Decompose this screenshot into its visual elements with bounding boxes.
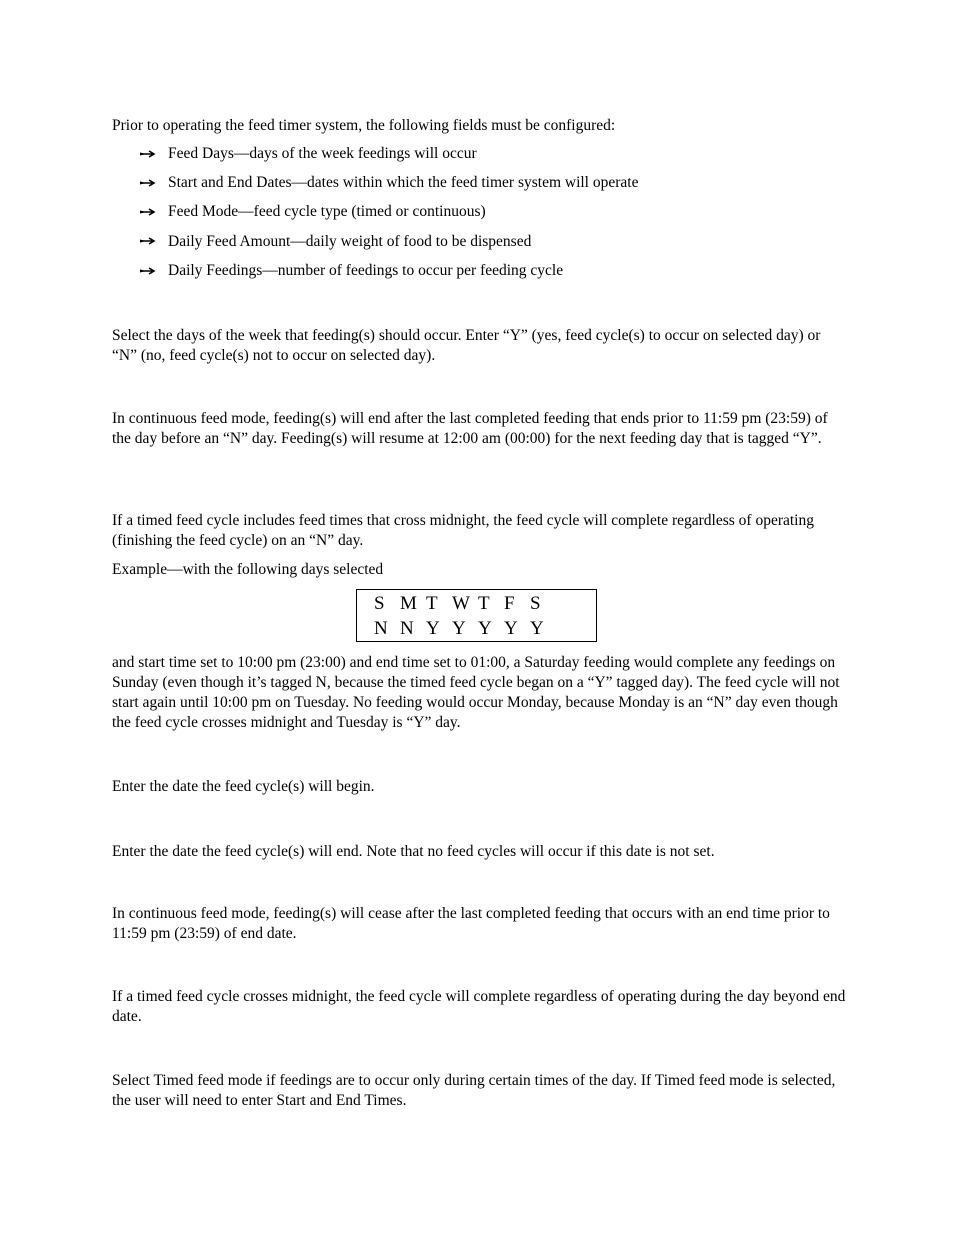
list-item [140, 172, 638, 201]
example-intro: Example—with the following days selected [112, 561, 384, 578]
list-item [140, 143, 638, 172]
bullet-text: Daily Feed Amount—daily weight of food to be dispensed [168, 232, 532, 250]
feed-mode-paragraph: Select Timed feed mode if feedings are to occur only during certain times of the day. If Timed feed mode is selected, the user will need to enter Start and End Times. [112, 1072, 836, 1109]
timed-end-date-paragraph: If a timed feed cycle crosses midnight, the feed cycle will complete regardless of operating during the day beyond end date. [112, 988, 846, 1025]
day-letter: M [400, 593, 417, 614]
day-value: Y [504, 618, 518, 639]
day-letter: T [478, 593, 490, 614]
arrow-bullet-icon [140, 201, 168, 223]
bullet-text: Start and End Dates—dates within which the feed timer system will operate [168, 174, 639, 192]
list-item [140, 260, 638, 289]
continuous-end-date-paragraph: In continuous feed mode, feeding(s) will cease after the last completed feeding that occurs with an end time prior to 11:59 pm (23:59) of end date. [112, 905, 830, 942]
day-value: N [400, 618, 414, 639]
day-letter: T [426, 593, 438, 614]
timed-midnight-paragraph: If a timed feed cycle includes feed times that cross midnight, the feed cycle will complete regardless of operating (finishing the feed cycle) on an “N” day. [112, 512, 814, 549]
day-value: N [374, 618, 388, 639]
day-letter: S [530, 593, 541, 614]
bullet-text: Feed Mode—feed cycle type (timed or continuous) [168, 203, 486, 221]
arrow-bullet-icon [140, 172, 168, 194]
configuration-fields-list [140, 143, 638, 289]
day-value: Y [426, 618, 440, 639]
bullet-text: Daily Feedings—number of feedings to occur per feeding cycle [168, 261, 564, 279]
bullet-text: Feed Days—days of the week feedings will occur [168, 145, 477, 162]
list-item [140, 201, 638, 230]
day-value: Y [452, 618, 466, 639]
intro-paragraph: Prior to operating the feed timer system, the following fields must be configured: [112, 117, 616, 134]
day-letter: W [452, 593, 470, 614]
day-value: Y [478, 618, 492, 639]
example-explanation-paragraph: and start time set to 10:00 pm (23:00) and end time set to 01:00, a Saturday feeding would complete any feedings on Sunday (even though it’s tagged N, because the timed feed cycle began on a “Y” tagged day). The feed cycle will not start again until 10:00 pm on Tuesday. No feeding would occur Monday, because Monday is an “N” day even though the feed cycle crosses midnight and Tuesday is “Y” day. [112, 654, 840, 731]
days-selection-table [356, 589, 597, 642]
continuous-mode-days-paragraph: In continuous feed mode, feeding(s) will end after the last completed feeding that ends prior to 11:59 pm (23:59) of the day before an “N” day. Feeding(s) will resume at 12:00 am (00:00) for the next feeding day that is tagged “Y”. [112, 410, 828, 447]
day-letters-row [374, 593, 556, 615]
day-letter: F [504, 593, 515, 614]
end-date-paragraph: Enter the date the feed cycle(s) will end. Note that no feed cycles will occur if this date is not set. [112, 843, 715, 860]
feed-days-paragraph: Select the days of the week that feeding(s) should occur. Enter “Y” (yes, feed cycle(s) to occur on selected day) or “N” (no, feed cycle(s) not to occur on selected day). [112, 327, 821, 364]
arrow-bullet-icon [140, 260, 168, 282]
day-letter: S [374, 593, 385, 614]
arrow-bullet-icon [140, 143, 168, 165]
list-item [140, 231, 638, 260]
day-values-row [374, 618, 556, 640]
day-value: Y [530, 618, 544, 639]
start-date-paragraph: Enter the date the feed cycle(s) will begin. [112, 778, 375, 795]
arrow-bullet-icon [140, 231, 168, 253]
